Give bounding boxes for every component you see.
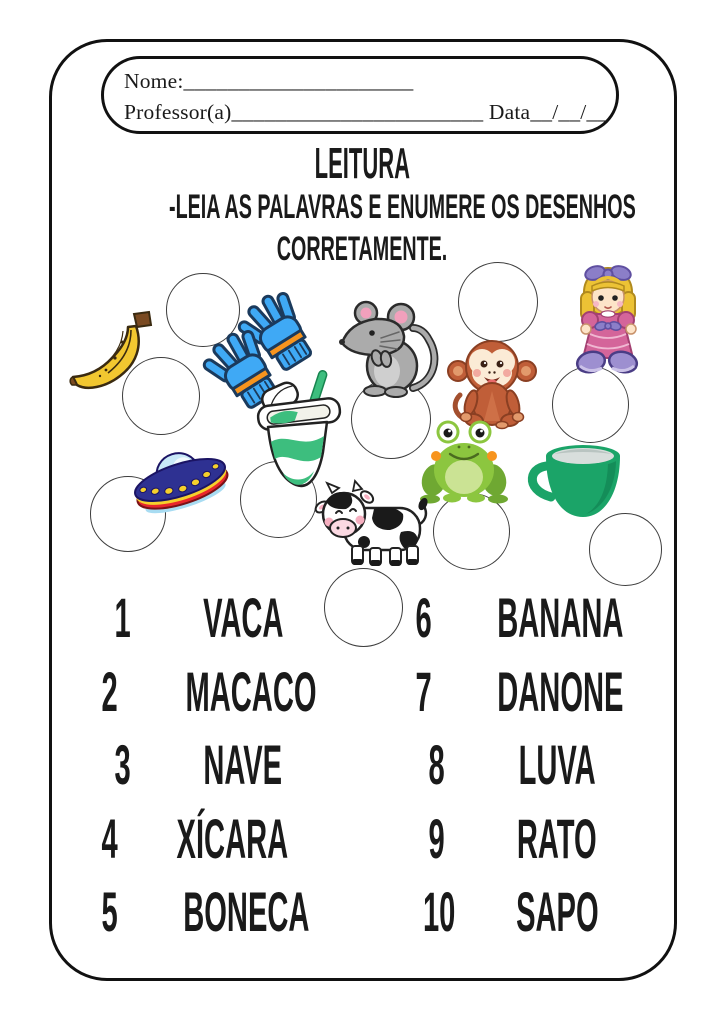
name-blank-field[interactable]: _____________________	[183, 69, 414, 93]
instruction-line-1: -LEIA AS PALAVRAS E ENUMERE OS DESENHOS	[169, 188, 636, 226]
word-number: 10	[422, 880, 456, 944]
ufo-spaceship-image	[128, 436, 232, 520]
word-number: 2	[101, 659, 118, 723]
word-number: 5	[101, 880, 118, 944]
word-number: 4	[101, 806, 118, 870]
professor-line	[124, 97, 609, 128]
word-label: XÍCARA	[176, 806, 289, 870]
instruction-line-2: CORRETAMENTE.	[276, 230, 448, 268]
cow-image	[316, 480, 432, 576]
word-row	[94, 728, 334, 802]
word-label: VACA	[202, 586, 284, 650]
monkey-image	[444, 333, 540, 429]
word-row	[94, 802, 334, 876]
teacup-image	[520, 442, 632, 528]
word-number: 9	[428, 806, 446, 870]
word-row	[94, 581, 334, 655]
date-blank-field[interactable]: __/__/__	[530, 100, 609, 124]
word-row	[408, 802, 648, 876]
word-number: 7	[415, 659, 432, 723]
date-label: Data	[483, 100, 531, 124]
word-list-left	[94, 581, 334, 949]
word-row	[408, 875, 648, 949]
professor-label: Professor(a)	[124, 100, 232, 124]
word-label: NAVE	[203, 733, 283, 797]
word-label: DANONE	[497, 659, 624, 723]
mouse-image	[337, 298, 442, 396]
word-label: SAPO	[515, 880, 599, 944]
word-row	[408, 581, 648, 655]
name-label: Nome:	[124, 69, 184, 93]
word-row	[94, 875, 334, 949]
word-number: 3	[114, 733, 132, 797]
frog-image	[422, 418, 506, 508]
page-title	[0, 139, 724, 188]
word-label: RATO	[517, 806, 597, 870]
word-label: BANANA	[497, 586, 624, 650]
word-number: 1	[114, 586, 132, 650]
word-label: MACACO	[185, 659, 317, 723]
answer-circle[interactable]	[458, 262, 538, 342]
page-title-text: LEITURA	[314, 139, 410, 188]
word-row	[408, 655, 648, 729]
professor-blank-field[interactable]: _______________________	[231, 100, 484, 124]
word-number: 8	[428, 733, 446, 797]
answer-circle[interactable]	[324, 568, 403, 647]
doll-image	[562, 264, 654, 378]
word-number: 6	[415, 586, 432, 650]
word-label: BONECA	[183, 880, 310, 944]
word-label: LUVA	[518, 733, 596, 797]
word-row	[94, 655, 334, 729]
header-box	[101, 56, 619, 134]
name-line	[124, 66, 602, 97]
word-row	[408, 728, 648, 802]
banana-image	[66, 306, 166, 406]
word-list-right	[408, 581, 648, 949]
